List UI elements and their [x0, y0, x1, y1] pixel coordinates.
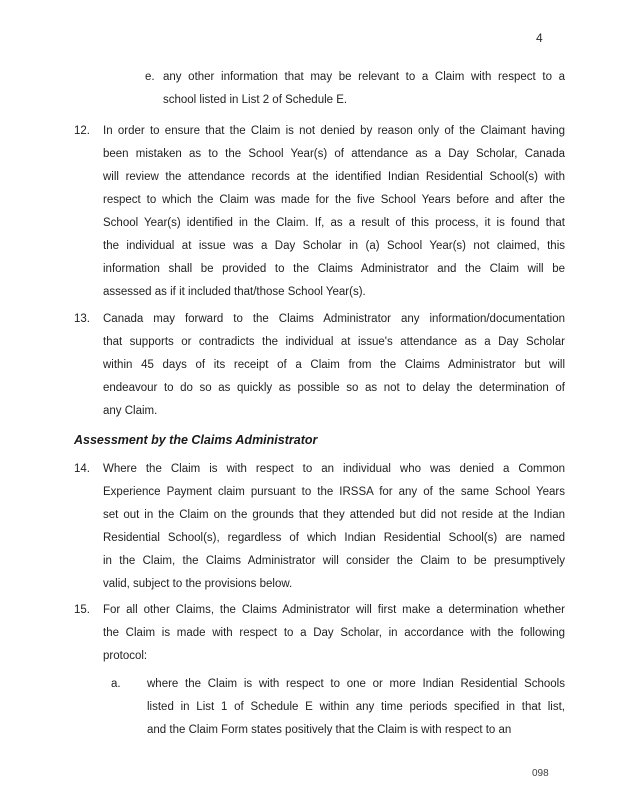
text-line: will review the attendance records at the identified Indian Residential School(s) with — [103, 171, 565, 183]
text-line: any other information that may be relevant to a Claim with respect to a — [163, 71, 565, 83]
text-line: information shall be provided to the Claims Administrator and the Claim will be — [103, 263, 565, 275]
text-line: set out in the Claim on the grounds that they attended but did not reside at the Indian — [103, 509, 565, 521]
paragraph-12-number: 12. — [74, 125, 90, 137]
list-item-e — [145, 66, 565, 112]
text-line: listed in List 1 of Schedule E within any time periods specified in that list, — [147, 701, 565, 713]
list-item-e-marker: e. — [145, 71, 155, 83]
paragraph-13-number: 13. — [74, 313, 90, 325]
text-line: In order to ensure that the Claim is not denied by reason only of the Claimant having — [103, 125, 565, 137]
text-line: respect to which the Claim was made for the five School Years before and after the — [103, 194, 565, 206]
paragraph-14-number: 14. — [74, 463, 90, 475]
paragraph-12 — [74, 120, 565, 304]
text-line: and the Claim Form states positively that the Claim is with respect to an — [147, 724, 512, 736]
text-line: endeavour to do so as quickly as possible so as not to delay the determination of — [103, 382, 565, 394]
paragraph-13 — [74, 308, 565, 423]
page-number: 4 — [536, 31, 543, 45]
text-line: the Claim is made with respect to a Day Scholar, in accordance with the following — [103, 627, 565, 639]
sub-item-a — [111, 673, 565, 742]
bates-stamp-number: 098 — [532, 768, 549, 779]
paragraph-15-number: 15. — [74, 604, 90, 616]
text-line: the individual at issue was a Day Scholar in (a) School Year(s) not claimed, this — [103, 240, 565, 252]
text-line: For all other Claims, the Claims Administrator will first make a determination whether — [103, 604, 565, 616]
paragraph-15 — [74, 599, 565, 668]
text-line: been mistaken as to the School Year(s) of attendance as a Day Scholar, Canada — [103, 148, 565, 160]
text-line: any Claim. — [103, 405, 158, 417]
section-heading: Assessment by the Claims Administrator — [74, 433, 318, 447]
paragraph-14 — [74, 458, 565, 596]
text-line: Experience Payment claim pursuant to the IRSSA for any of the same School Years — [103, 486, 565, 498]
text-line: assessed as if it included that/those School Year(s). — [103, 286, 366, 298]
text-line: within 45 days of its receipt of a Claim from the Claims Administrator but will — [103, 359, 565, 371]
text-line: Residential School(s), regardless of which Indian Residential School(s) are named — [103, 532, 565, 544]
text-line: Where the Claim is with respect to an individual who was denied a Common — [103, 463, 565, 475]
text-line: valid, subject to the provisions below. — [103, 578, 293, 590]
text-line: protocol: — [103, 650, 148, 662]
text-line: Canada may forward to the Claims Administrator any information/documentation — [103, 313, 565, 325]
text-line: in the Claim, the Claims Administrator will consider the Claim to be presumptively — [103, 555, 565, 567]
sub-item-a-marker: a. — [111, 678, 121, 690]
text-line: School Year(s) identified in the Claim. If, as a result of this process, it is found that — [103, 217, 565, 229]
text-line: that supports or contradicts the individual at issue's attendance as a Day Scholar — [103, 336, 565, 348]
text-line: school listed in List 2 of Schedule E. — [163, 94, 348, 106]
text-line: where the Claim is with respect to one or more Indian Residential Schools — [147, 678, 565, 690]
